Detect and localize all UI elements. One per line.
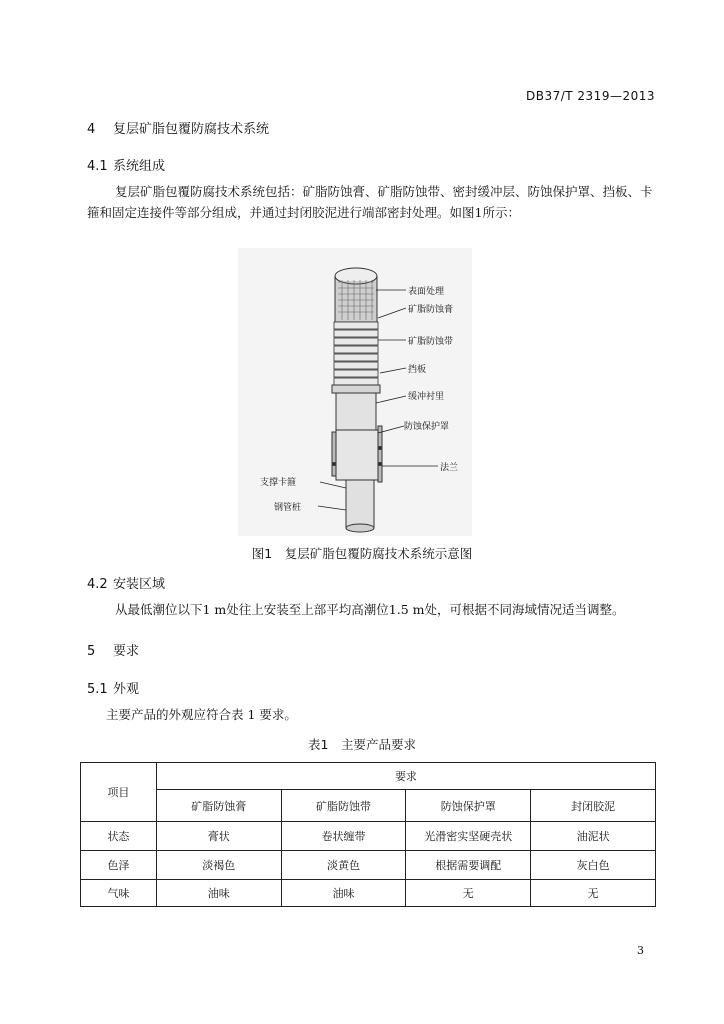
paragraph-line: 箍和固定连接件等部分组成，并通过封闭胶泥进行端部密封处理。如图1所示： (87, 205, 520, 220)
product-requirements-table (80, 762, 656, 907)
column-header: 防蚀保护罩 (406, 790, 531, 822)
section-number: 5.1 (87, 682, 108, 697)
label-petrolatum-paste: 矿脂防蚀膏 (408, 305, 454, 315)
table-header-row (81, 763, 656, 790)
figure-1-svg (238, 248, 472, 536)
table-cell: 油味 (281, 880, 406, 907)
page-number: 3 (637, 944, 644, 957)
section-number: 4 (87, 122, 96, 137)
column-header: 封闭胶泥 (531, 790, 656, 822)
table-cell: 无 (406, 880, 531, 907)
table-cell: 根据需要调配 (406, 851, 531, 880)
section-5-1-heading (87, 678, 139, 697)
section-5-heading (87, 640, 139, 659)
column-header: 矿脂防蚀膏 (156, 790, 281, 822)
paragraph-line: 主要产品的外观应符合表 1 要求。 (106, 707, 297, 722)
item-header-cell: 项目 (81, 763, 157, 822)
figure-1-caption: 图1 复层矿脂包覆防腐技术系统示意图 (251, 546, 473, 561)
section-title: 要求 (113, 644, 140, 659)
label-petrolatum-tape: 矿脂防蚀带 (408, 337, 454, 347)
label-buffer-lining: 缓冲衬里 (408, 392, 445, 402)
section-number: 4.2 (87, 577, 108, 592)
section-number: 5 (87, 644, 96, 659)
label-surface-treatment: 表面处理 (408, 287, 445, 297)
paragraph-line: 复层矿脂包覆防腐技术系统包括：矿脂防蚀膏、矿脂防蚀带、密封缓冲层、防蚀保护罩、挡板、卡 (115, 184, 653, 199)
table-1-caption: 表1 主要产品要求 (308, 737, 416, 752)
table-cell: 光滑密实坚硬壳状 (406, 822, 531, 851)
section-4-1-heading (87, 155, 165, 174)
column-header: 矿脂防蚀带 (281, 790, 406, 822)
table-cell: 无 (531, 880, 656, 907)
table-cell: 油泥状 (531, 822, 656, 851)
table-cell: 淡黄色 (281, 851, 406, 880)
table-row (81, 822, 656, 851)
table-cell: 卷状缠带 (281, 822, 406, 851)
standard-number: DB37/T 2319—2013 (525, 89, 655, 103)
label-steel-pile: 钢管桩 (274, 503, 302, 513)
section-number: 4.1 (87, 159, 108, 174)
paragraph-line: 从最低潮位以下1 m处往上安装至上部平均高潮位1.5 m处，可根据不同海域情况适当调整。 (115, 602, 625, 617)
label-support-clamp: 支撑卡箍 (260, 478, 297, 488)
table-cell: 灰白色 (531, 851, 656, 880)
table-column-header-row (81, 790, 656, 822)
label-flange: 法兰 (440, 463, 459, 473)
requirement-header-cell: 要求 (156, 763, 655, 790)
row-label: 气味 (81, 880, 157, 907)
section-title: 复层矿脂包覆防腐技术系统 (113, 122, 270, 137)
table-row (81, 851, 656, 880)
label-baffle: 挡板 (408, 365, 427, 375)
section-title: 外观 (113, 682, 140, 697)
figure-1-diagram (238, 248, 472, 536)
section-4-heading (87, 118, 269, 137)
table-cell: 油味 (156, 880, 281, 907)
table-row (81, 880, 656, 907)
section-4-2-heading (87, 573, 165, 592)
label-protective-cover: 防蚀保护罩 (404, 422, 450, 432)
table-cell: 膏状 (156, 822, 281, 851)
row-label: 色泽 (81, 851, 157, 880)
section-title: 系统组成 (113, 159, 166, 174)
section-title: 安装区域 (113, 577, 166, 592)
table-cell: 淡褐色 (156, 851, 281, 880)
row-label: 状态 (81, 822, 157, 851)
